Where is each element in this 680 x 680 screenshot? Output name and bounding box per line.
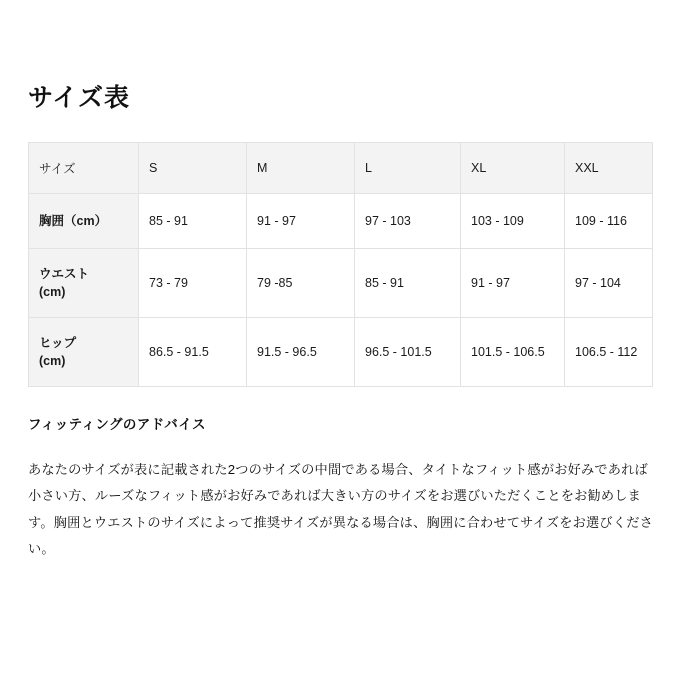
cell-waist-xxl: 97 - 104 bbox=[565, 249, 653, 318]
cell-chest-m: 91 - 97 bbox=[247, 194, 355, 249]
cell-waist-l: 85 - 91 bbox=[355, 249, 461, 318]
cell-waist-s: 73 - 79 bbox=[139, 249, 247, 318]
table-row bbox=[29, 249, 653, 318]
cell-waist-xl: 91 - 97 bbox=[461, 249, 565, 318]
cell-chest-xxl: 109 - 116 bbox=[565, 194, 653, 249]
table-row bbox=[29, 194, 653, 249]
cell-chest-xl: 103 - 109 bbox=[461, 194, 565, 249]
table-header-cell-l: L bbox=[355, 143, 461, 194]
fitting-advice-heading: フィッティングのアドバイス bbox=[28, 417, 206, 432]
row-label-chest bbox=[29, 194, 139, 249]
cell-hip-s: 86.5 - 91.5 bbox=[139, 318, 247, 387]
cell-hip-xl: 101.5 - 106.5 bbox=[461, 318, 565, 387]
table-header-row bbox=[29, 143, 653, 194]
cell-hip-xxl: 106.5 - 112 bbox=[565, 318, 653, 387]
table-header-cell-xl: XL bbox=[461, 143, 565, 194]
cell-hip-m: 91.5 - 96.5 bbox=[247, 318, 355, 387]
table-header-cell-m: M bbox=[247, 143, 355, 194]
table-header-cell-size: サイズ bbox=[29, 143, 139, 194]
table-header-cell-s: S bbox=[139, 143, 247, 194]
fitting-advice-body: あなたのサイズが表に記載された2つのサイズの中間である場合、タイトなフィット感がお好みであれば小さい方、ルーズなフィット感がお好みであれば大きい方のサイズをお選びいただくことをお勧めします。胸囲とウエストのサイズによって推奨サイズが異なる場合は、胸囲に合わせてサイズをお選びください。 bbox=[28, 462, 653, 557]
table-row bbox=[29, 318, 653, 387]
row-label-hip-line2: (cm) bbox=[39, 354, 66, 368]
row-label-hip bbox=[29, 318, 139, 387]
row-label-waist-line2: (cm) bbox=[39, 285, 66, 299]
row-label-hip-line1: ヒップ bbox=[39, 335, 77, 350]
size-table bbox=[28, 142, 653, 387]
size-table-container bbox=[28, 142, 652, 387]
row-label-waist-line1: ウエスト bbox=[39, 266, 90, 281]
row-label-chest-line1: 胸囲（cm） bbox=[39, 213, 108, 228]
table-header-cell-xxl: XXL bbox=[565, 143, 653, 194]
cell-waist-m: 79 -85 bbox=[247, 249, 355, 318]
cell-chest-l: 97 - 103 bbox=[355, 194, 461, 249]
page-title: サイズ表 bbox=[28, 84, 131, 112]
row-label-waist bbox=[29, 249, 139, 318]
cell-chest-s: 85 - 91 bbox=[139, 194, 247, 249]
cell-hip-l: 96.5 - 101.5 bbox=[355, 318, 461, 387]
